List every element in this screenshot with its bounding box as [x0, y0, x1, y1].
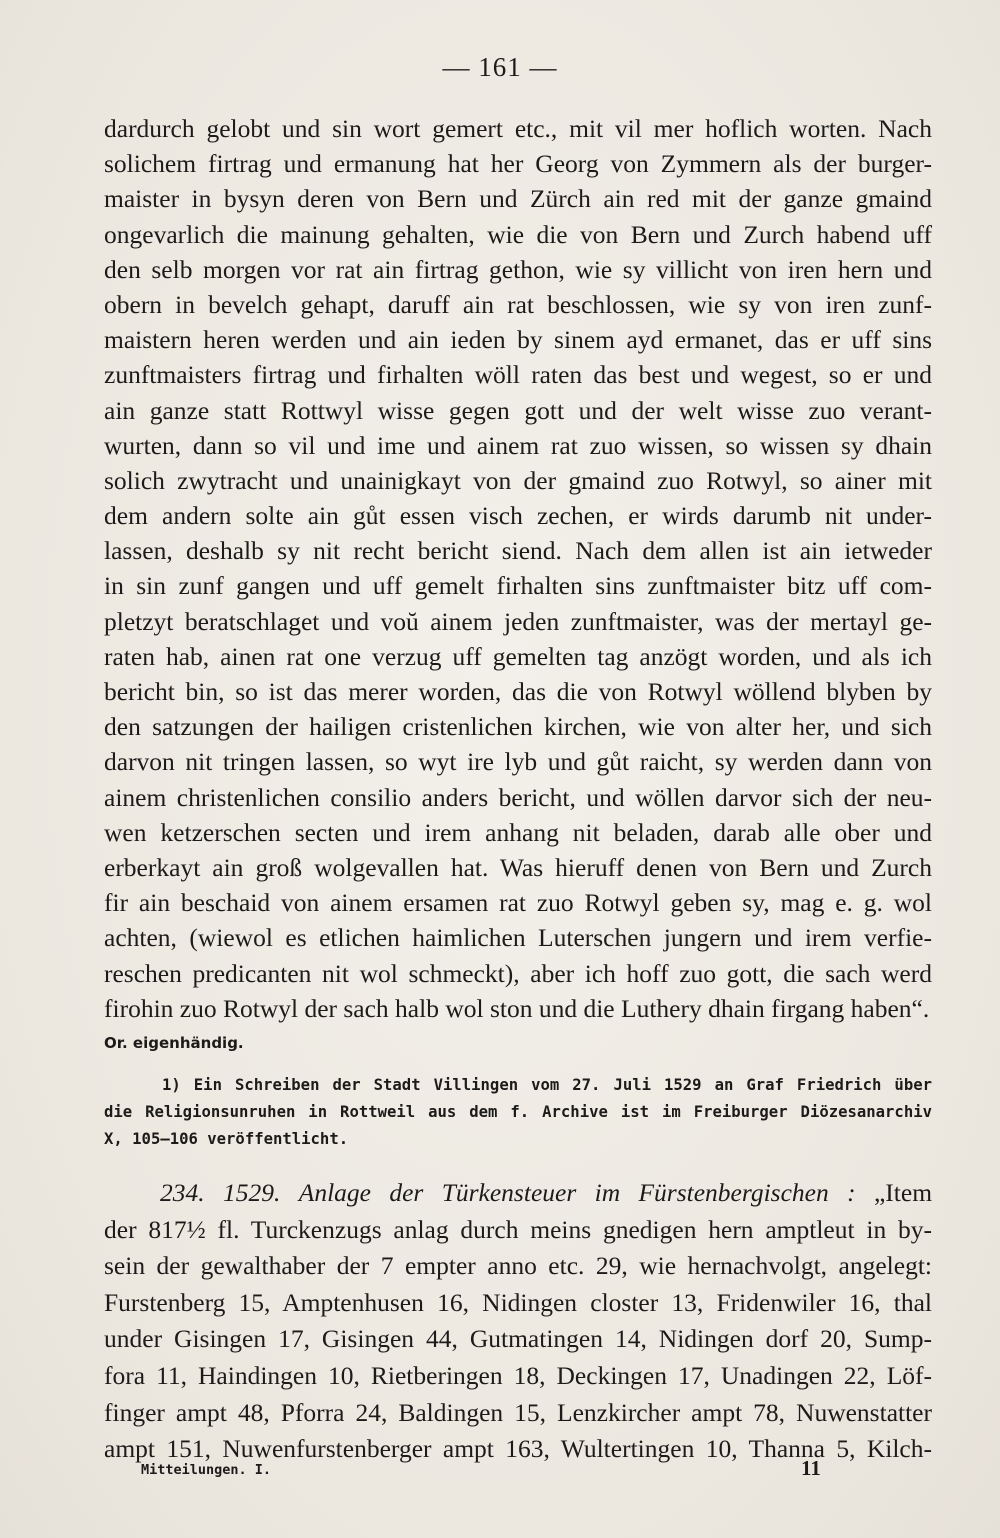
- source-note: Or. eigenhändig.: [104, 1033, 244, 1052]
- text-line: bericht bin, so ist das merer worden, das die von Rotwyl wöllend blyben by: [104, 677, 932, 706]
- text-line: wen ketzerschen secten und irem anhang nit beladen, darab alle ober und: [104, 817, 932, 847]
- entry-first-words: „Item: [873, 1178, 933, 1207]
- text-line: fora 11, Haindingen 10, Rietberingen 18, Deckingen 17, Unadingen 22, Löf-: [104, 1360, 932, 1390]
- text-line: den selb morgen vor rat ain firtrag gethon, wie sy villicht von iren hern und: [104, 254, 932, 284]
- text-line: darvon nit tringen lassen, so wyt ire lyb und gůt raicht, sy werden dann von: [104, 747, 932, 777]
- entry-title: Anlage der Türkensteuer im Fürstenbergischen :: [298, 1178, 856, 1207]
- text-line: Furstenberg 15, Amptenhusen 16, Nidingen closter 13, Fridenwiler 16, thal: [104, 1287, 932, 1317]
- text-line: solich zwytracht und unainigkayt von der gmaind zuo Rotwyl, so ainer mit: [104, 465, 932, 495]
- footnote-line: X, 105—106 veröffentlicht.: [104, 1130, 349, 1148]
- signature-mark: Mitteilungen. I.: [141, 1462, 272, 1478]
- text-line: dem andern solte ain gůt essen visch zechen, er wirds darumb nit under-: [104, 501, 932, 531]
- letter-body: [104, 111, 932, 1058]
- text-line: pletzyt beratschlaget und voŭ ainem jeden zunftmaister, was der mertayl ge-: [104, 606, 932, 636]
- text-line: maister in bysyn deren von Bern und Zürch ain red mit der ganze gmaind: [104, 184, 932, 214]
- text-line: finger ampt 48, Pforra 24, Baldingen 15, Lenzkircher ampt 78, Nuwenstatter: [104, 1397, 932, 1427]
- text-line: ain ganze statt Rottwyl wisse gegen gott und der welt wisse zuo verant-: [104, 395, 932, 425]
- footnote-line: 1) Ein Schreiben der Stadt Villingen vom 27. Juli 1529 an Graf Friedrich über: [162, 1076, 932, 1094]
- sheet-number: 11: [801, 1456, 821, 1480]
- text-line: solichem firtrag und ermanung hat her Georg von Zymmern als der burger-: [104, 149, 932, 179]
- text-line: obern in bevelch gehapt, daruff ain rat beschlossen, wie sy von iren zunf-: [104, 289, 932, 319]
- text-line: erberkayt ain groß wolgevallen hat. Was hieruff denen von Bern und Zurch: [104, 852, 932, 882]
- footnote: [104, 1072, 932, 1153]
- text-line: achten, (wiewol es etlichen haimlichen Luterschen jungern und irem verfie-: [104, 923, 932, 953]
- footnote-line: die Religionsunruhen in Rottweil aus dem f. Archive ist im Freiburger Diözesanarchiv: [104, 1103, 932, 1121]
- text-line: ongevarlich die mainung gehalten, wie die von Bern und Zurch habend uff: [104, 219, 932, 249]
- text-line: sein der gewalthaber der 7 empter anno etc. 29, wie hernachvolgt, angelegt:: [104, 1251, 932, 1281]
- text-line: den satzungen der hailigen cristenlichen kirchen, wie von alter her, und sich: [104, 712, 932, 742]
- text-line: zunftmaisters firtrag und firhalten wöll raten das best und wegest, so er und: [104, 360, 932, 390]
- text-line: der 817½ fl. Turckenzugs anlag durch meins gnedigen hern amptleut in by-: [104, 1214, 932, 1244]
- page-number: — 161 —: [442, 52, 558, 82]
- text-line: wurten, dann so vil und ime und ainem rat zuo wissen, so wissen sy dhain: [104, 430, 932, 460]
- text-line: ainem christenlichen consilio anders bericht, und wöllen darvor sich der neu-: [104, 782, 932, 812]
- text-line: under Gisingen 17, Gisingen 44, Gutmatingen 14, Nidingen dorf 20, Sump-: [104, 1324, 932, 1354]
- text-line: firohin zuo Rotwyl der sach halb wol ston und die Luthery dhain firgang haben“.: [104, 993, 930, 1023]
- text-line: dardurch gelobt und sin wort gemert etc., mit vil mer hoflich worten. Nach: [104, 114, 932, 143]
- text-line: in sin zunf gangen und uff gemelt firhalten sins zunftmaister bitz uff com-: [104, 571, 932, 601]
- text-line: raten hab, ainen rat one verzug uff gemelten tag anzögt worden, und als ich: [104, 641, 932, 671]
- text-line: lassen, deshalb sy nit recht bericht siend. Nach dem allen ist ain ietweder: [104, 536, 932, 566]
- text-line: maistern heren werden und ain ieden by sinem ayd ermanet, das er uff sins: [104, 325, 932, 355]
- text-line: ampt 151, Nuwenfurstenberger ampt 163, Wultertingen 10, Thanna 5, Kilch-: [104, 1434, 932, 1464]
- text-line: fir ain beschaid von ainem ersamen rat zuo Rotwyl geben sy, mag e. g. wol: [104, 888, 932, 918]
- entry-number: 234. 1529.: [160, 1178, 281, 1207]
- document-entry-234: [104, 1175, 932, 1468]
- entry-heading-line: [104, 1175, 932, 1212]
- text-line: reschen predicanten nit wol schmeckt), aber ich hoff zuo gott, die sach werd: [104, 958, 932, 988]
